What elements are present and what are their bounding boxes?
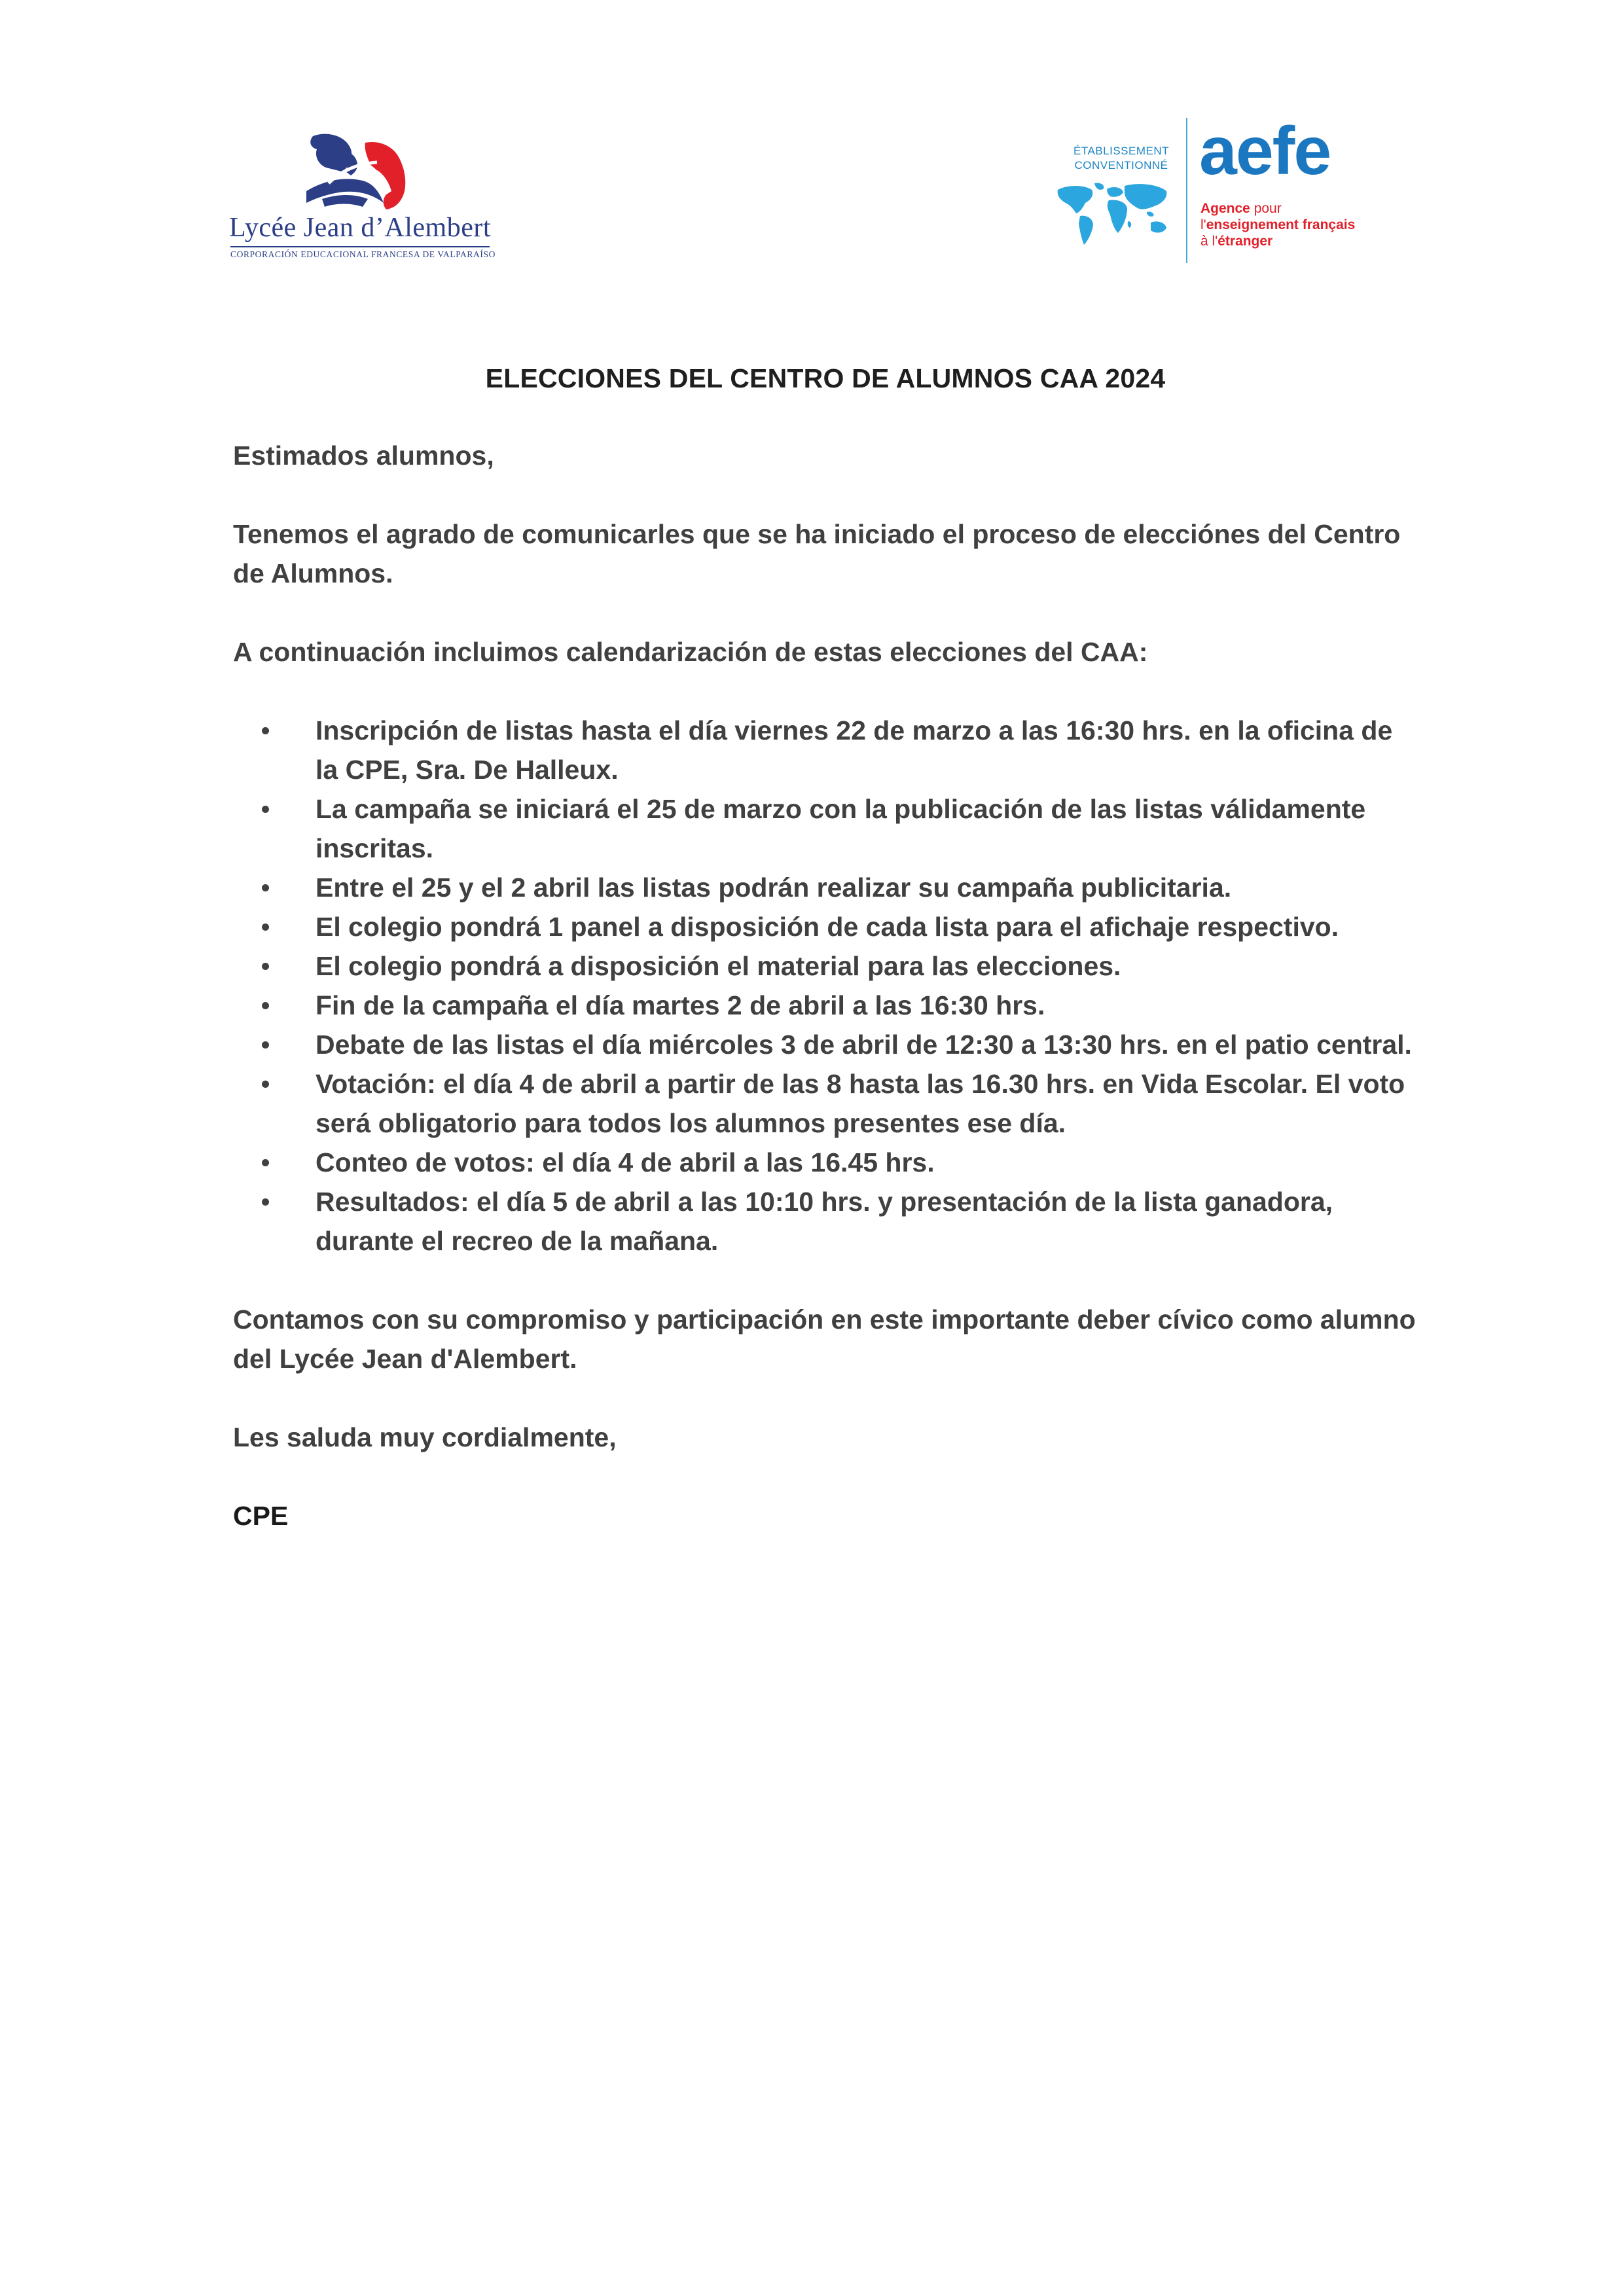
closing-paragraph: Contamos con su compromiso y participación en este importante deber cívico como alumno del Lycée Jean d'Alembert.	[233, 1304, 1416, 1374]
list-item: Fin de la campaña el día martes 2 de abril a las 16:30 hrs.	[316, 986, 1418, 1025]
calendar-list	[233, 711, 1418, 1261]
signature: CPE	[233, 1501, 289, 1531]
list-item: Conteo de votos: el día 4 de abril a las 16.45 hrs.	[316, 1143, 1418, 1182]
farewell: Les saluda muy cordialmente,	[233, 1422, 617, 1452]
list-item: Inscripción de listas hasta el día viernes 22 de marzo a las 16:30 hrs. en la oficina de la CPE, Sra. De Halleux.	[316, 711, 1418, 789]
list-item: Debate de las listas el día miércoles 3 de abril de 12:30 a 13:30 hrs. en el patio central.	[316, 1025, 1418, 1064]
agency-a: à l'	[1200, 234, 1218, 249]
list-item: El colegio pondrá a disposición el material para las elecciones.	[316, 946, 1418, 986]
calendar-intro: A continuación incluimos calendarización de estas elecciones del CAA:	[233, 637, 1148, 667]
school-subtitle: CORPORACIÓN EDUCACIONAL FRANCESA DE VALPARAÍSO	[230, 249, 496, 259]
list-item: El colegio pondrá 1 panel a disposición de cada lista para el afichaje respectivo.	[316, 907, 1418, 946]
establishment-line-1: ÉTABLISSEMENT	[1074, 145, 1169, 157]
list-item: La campaña se iniciará el 25 de marzo con la publicación de las listas válidamente inscritas.	[316, 789, 1418, 868]
agency-pour: pour	[1250, 201, 1282, 216]
establishment-line-2: CONVENTIONNÉ	[1074, 159, 1168, 171]
logo-divider-vertical	[1186, 118, 1187, 263]
list-item: Resultados: el día 5 de abril a las 10:10 hrs. y presentación de la lista ganadora, durante el recreo de la mañana.	[316, 1182, 1418, 1261]
letter-body	[233, 359, 1418, 1575]
document-title: ELECCIONES DEL CENTRO DE ALUMNOS CAA 2024	[485, 363, 1166, 393]
agency-article: l'	[1200, 217, 1206, 232]
aefe-logo	[1054, 115, 1368, 266]
establishment-label	[1066, 144, 1177, 173]
school-name: Lycée Jean d’Alembert	[229, 213, 491, 243]
agency-etranger: étranger	[1218, 234, 1273, 249]
world-map-icon	[1054, 181, 1172, 246]
lycee-logo	[229, 128, 497, 266]
crest-logo-icon	[300, 131, 415, 216]
agency-word: Agence	[1200, 201, 1250, 216]
agency-enseignement: enseignement français	[1206, 217, 1356, 232]
agency-tagline	[1200, 200, 1355, 249]
list-item: Entre el 25 y el 2 abril las listas podrán realizar su campaña publicitaria.	[316, 868, 1418, 907]
aefe-brand: aefe	[1199, 113, 1331, 189]
greeting: Estimados alumnos,	[233, 440, 494, 471]
logo-divider	[230, 246, 490, 247]
list-item: Votación: el día 4 de abril a partir de las 8 hasta las 16.30 hrs. en Vida Escolar. El voto será obligatorio para todos los alumnos presentes ese día.	[316, 1064, 1418, 1143]
intro-paragraph: Tenemos el agrado de comunicarles que se ha iniciado el proceso de elecciónes del Centro de Alumnos.	[233, 519, 1401, 588]
